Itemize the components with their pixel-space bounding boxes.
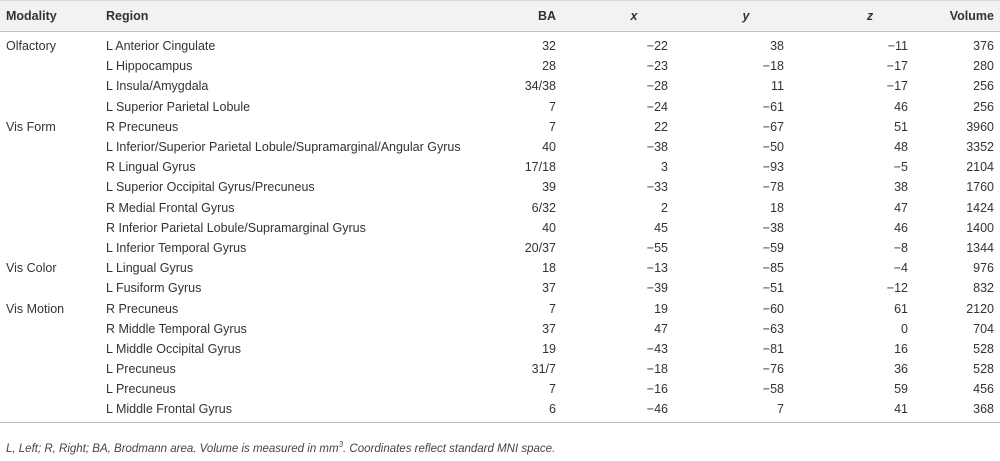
cell-ba: 32 <box>542 39 556 54</box>
header-y: y <box>668 1 784 32</box>
cell-ba: 34/38 <box>524 79 556 94</box>
cell-modality <box>0 379 106 399</box>
cell-z: 46 <box>894 220 908 235</box>
cell-ba: 20/37 <box>524 240 556 255</box>
cell-region: R Middle Temporal Gyrus <box>106 321 247 336</box>
header-ba: BA <box>498 1 556 32</box>
cell-region: L Precuneus <box>106 382 176 397</box>
cell-y: −63 <box>762 321 784 336</box>
table-row <box>0 278 1000 298</box>
cell-region: L Anterior Cingulate <box>106 39 216 54</box>
table-row <box>0 157 1000 177</box>
cell-y: −67 <box>762 119 784 134</box>
cell-z: 48 <box>894 140 908 155</box>
cell-modality <box>0 157 106 177</box>
cell-region: L Middle Frontal Gyrus <box>106 399 498 422</box>
table-row <box>0 117 1000 137</box>
cell-modality <box>0 76 106 96</box>
cell-z: 47 <box>894 200 908 215</box>
cell-modality <box>0 137 106 157</box>
cell-x: 22 <box>654 119 668 134</box>
cell-volume: 376 <box>973 39 994 54</box>
cell-volume: 528 <box>973 341 994 356</box>
cell-x: −13 <box>646 261 668 276</box>
table-footnote <box>6 440 555 455</box>
cell-region: L Precuneus <box>106 362 176 377</box>
cell-volume: 528 <box>973 362 994 377</box>
cell-x: −24 <box>646 99 668 114</box>
table-row <box>0 339 1000 359</box>
footnote-text: L, Left; R, Right; BA, Brodmann area. Volume is measured in mm <box>6 442 339 455</box>
cell-z: 38 <box>894 180 908 195</box>
cell-ba: 17/18 <box>524 160 556 175</box>
cell-ba: 7 <box>549 99 556 114</box>
cell-y: −18 <box>762 59 784 74</box>
cell-volume: 1400 <box>966 220 994 235</box>
cell-modality <box>0 399 106 422</box>
cell-volume: 832 <box>973 281 994 296</box>
table-row <box>0 198 1000 218</box>
cell-z: 46 <box>894 99 908 114</box>
cell-region: L Middle Occipital Gyrus <box>106 341 241 356</box>
table-row <box>0 379 1000 399</box>
cell-ba: 7 <box>549 382 556 397</box>
cell-modality <box>0 218 106 238</box>
cell-y: 18 <box>770 200 784 215</box>
cell-ba: 7 <box>549 119 556 134</box>
cell-modality <box>0 177 106 197</box>
cell-volume: 2104 <box>966 160 994 175</box>
cell-modality <box>0 339 106 359</box>
cell-modality <box>0 359 106 379</box>
cell-y: −58 <box>762 382 784 397</box>
cell-y: −50 <box>762 140 784 155</box>
cell-volume: 1344 <box>966 240 994 255</box>
cell-modality <box>0 278 106 298</box>
cell-region: L Superior Parietal Lobule <box>106 99 251 114</box>
cell-y: −76 <box>762 362 784 377</box>
cell-modality: Vis Form <box>6 119 56 134</box>
cell-x: −38 <box>646 140 668 155</box>
cell-z: −12 <box>886 281 908 296</box>
cell-volume: 704 <box>973 321 994 336</box>
cell-volume: 1424 <box>966 200 994 215</box>
table-row <box>0 359 1000 379</box>
cell-ba: 7 <box>549 301 556 316</box>
cell-z: 51 <box>894 119 908 134</box>
cell-z: −4 <box>893 261 908 276</box>
table-row <box>0 399 1000 422</box>
cell-y: 11 <box>771 79 784 94</box>
cell-z: 41 <box>784 399 908 422</box>
cell-x: −22 <box>646 39 668 54</box>
cell-modality <box>0 319 106 339</box>
cell-ba: 18 <box>542 261 556 276</box>
cell-z: 61 <box>894 301 908 316</box>
cell-z: 0 <box>901 321 908 336</box>
cell-region: R Inferior Parietal Lobule/Supramarginal Gyrus <box>106 220 366 235</box>
cell-z: −8 <box>893 240 908 255</box>
cell-region: L Inferior Temporal Gyrus <box>106 240 247 255</box>
cell-ba: 40 <box>542 220 556 235</box>
header-region: Region <box>106 1 498 32</box>
cell-z: −17 <box>886 79 908 94</box>
cell-ba: 37 <box>542 281 556 296</box>
cell-y: −51 <box>762 281 784 296</box>
cell-z: −5 <box>893 160 908 175</box>
cell-x: 2 <box>661 200 668 215</box>
cell-x: 19 <box>654 301 668 316</box>
table-row <box>0 298 1000 318</box>
cell-region: R Lingual Gyrus <box>106 160 196 175</box>
cell-x: −43 <box>646 341 668 356</box>
cell-z: −11 <box>887 39 908 54</box>
cell-y: −81 <box>762 341 784 356</box>
cell-y: 7 <box>668 399 784 422</box>
table-row <box>0 56 1000 76</box>
cell-volume: 280 <box>973 59 994 74</box>
cell-x: −33 <box>646 180 668 195</box>
cell-volume: 976 <box>973 261 994 276</box>
header-row <box>0 1 1000 32</box>
cell-y: −61 <box>762 99 784 114</box>
cell-ba: 6 <box>498 399 556 422</box>
cell-x: −39 <box>646 281 668 296</box>
cell-modality <box>0 56 106 76</box>
cell-z: 16 <box>894 341 908 356</box>
cell-modality <box>0 238 106 258</box>
table-header <box>0 1 1000 32</box>
footnote-text-end: . Coordinates reflect standard MNI space. <box>343 442 556 455</box>
cell-region: R Precuneus <box>106 119 179 134</box>
table-row <box>0 218 1000 238</box>
cell-ba: 6/32 <box>531 200 556 215</box>
cell-volume: 1760 <box>966 180 994 195</box>
cell-region: L Insula/Amygdala <box>106 79 209 94</box>
header-volume: Volume <box>908 1 1000 32</box>
table-row <box>0 76 1000 96</box>
cell-y: −60 <box>762 301 784 316</box>
cell-ba: 19 <box>542 341 556 356</box>
cell-ba: 37 <box>542 321 556 336</box>
cell-x: −28 <box>646 79 668 94</box>
cell-volume: 256 <box>973 99 994 114</box>
cell-volume: 2120 <box>966 301 994 316</box>
cell-modality <box>0 198 106 218</box>
cell-z: 59 <box>894 382 908 397</box>
cell-ba: 39 <box>542 180 556 195</box>
cell-volume: 368 <box>908 399 1000 422</box>
cell-region: R Precuneus <box>106 301 179 316</box>
footnote-superscript: 3 <box>338 440 344 449</box>
cell-y: −38 <box>762 220 784 235</box>
cell-y: 38 <box>770 39 784 54</box>
cell-volume: 3960 <box>966 119 994 134</box>
cell-modality: Vis Motion <box>6 301 65 316</box>
cell-x: 45 <box>654 220 668 235</box>
table-row <box>0 97 1000 117</box>
cell-volume: 256 <box>973 79 994 94</box>
header-modality: Modality <box>0 1 106 32</box>
cell-volume: 456 <box>973 382 994 397</box>
cell-x: 47 <box>654 321 668 336</box>
cell-region: L Superior Occipital Gyrus/Precuneus <box>106 180 315 195</box>
cell-modality: Olfactory <box>6 39 57 54</box>
cell-x: −23 <box>646 59 668 74</box>
table-row <box>0 238 1000 258</box>
table-row <box>0 319 1000 339</box>
cell-region: R Medial Frontal Gyrus <box>106 200 235 215</box>
cell-y: −85 <box>762 261 784 276</box>
cell-ba: 31/7 <box>531 362 556 377</box>
header-x: x <box>556 1 668 32</box>
cell-z: −17 <box>886 59 908 74</box>
cell-modality <box>0 97 106 117</box>
cell-region: L Lingual Gyrus <box>106 261 194 276</box>
cell-x: −18 <box>646 362 668 377</box>
cell-x: −55 <box>646 240 668 255</box>
cell-x: −16 <box>646 382 668 397</box>
cell-modality: Vis Color <box>6 261 57 276</box>
cell-region: L Fusiform Gyrus <box>106 281 202 296</box>
cell-y: −93 <box>762 160 784 175</box>
cell-z: 36 <box>894 362 908 377</box>
table-row <box>0 258 1000 278</box>
table-row <box>0 32 1000 57</box>
cell-y: −59 <box>762 240 784 255</box>
cell-x: −46 <box>556 399 668 422</box>
cell-x: 3 <box>661 160 668 175</box>
table-row <box>0 137 1000 157</box>
header-z: z <box>784 1 908 32</box>
cell-region: L Inferior/Superior Parietal Lobule/Supramarginal/Angular Gyrus <box>106 140 461 155</box>
table-body <box>0 32 1000 423</box>
table-row <box>0 177 1000 197</box>
cell-region: L Hippocampus <box>106 59 193 74</box>
cell-ba: 28 <box>542 59 556 74</box>
cell-ba: 40 <box>542 140 556 155</box>
cell-y: −78 <box>762 180 784 195</box>
cell-volume: 3352 <box>966 140 994 155</box>
